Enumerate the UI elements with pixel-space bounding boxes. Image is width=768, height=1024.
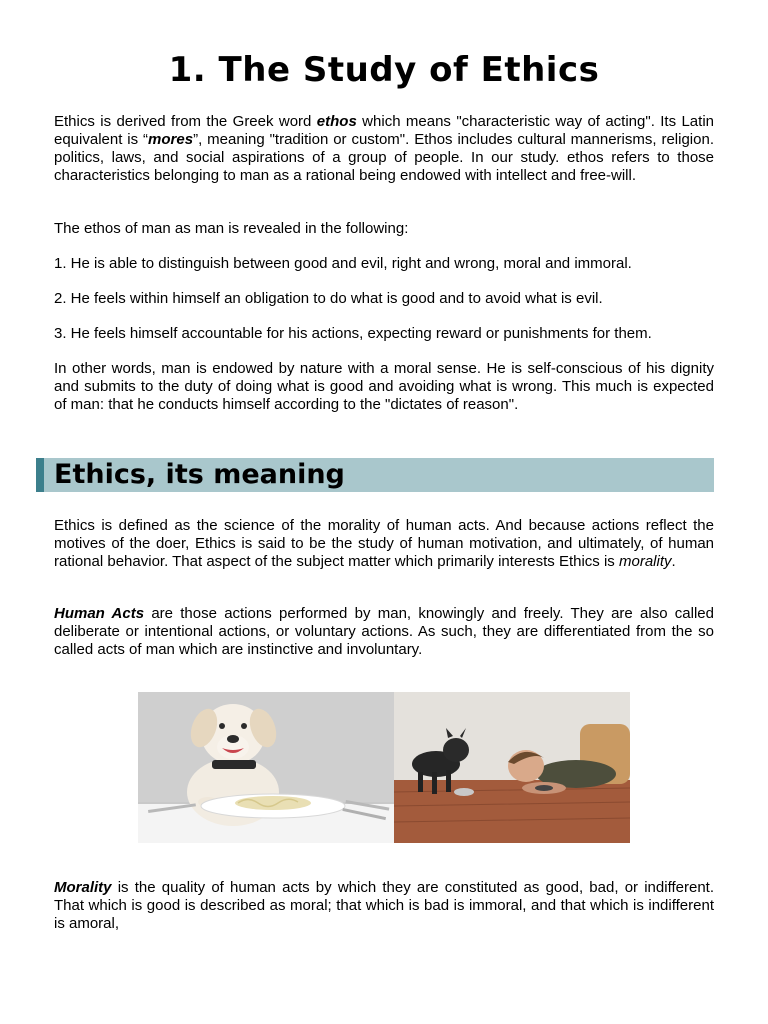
term-morality: morality: [618, 553, 672, 570]
human-acts-paragraph: Human Acts are those actions performed by man, knowingly and freely. They are also called deliberate or intentional actions, or voluntary actions. As such, they are differentiated from the so called acts of man which are instinctive and involuntary.: [54, 605, 714, 658]
meaning-paragraph-1: Ethics is defined as the science of the morality of human acts. And because actions reflect the motives of the doer, Ethics is said to be the study of human motivation, and ultimately, of human rational behavior. That aspect of the subject matter which primarily interests Ethics is morality.: [54, 517, 714, 570]
term-human-acts: Human Acts: [54, 605, 145, 622]
term-morality-bold: Morality: [54, 879, 112, 896]
ethos-list-item-2: 2. He feels within himself an obligation to do what is good and to avoid what is evil.: [54, 290, 603, 307]
page-title: 1. The Study of Ethics: [168, 50, 600, 90]
term-mores: mores: [148, 131, 194, 148]
man-and-dog-floor-photo: [394, 692, 630, 843]
dog-dining-photo: [138, 692, 394, 843]
section-heading-accent: [36, 458, 44, 492]
intro-paragraph-2: The ethos of man as man is revealed in the following:: [54, 220, 409, 237]
section-heading-bar: [36, 458, 714, 492]
term-ethos: ethos: [316, 113, 357, 130]
intro-paragraph-3: In other words, man is endowed by nature with a moral sense. He is self-conscious of his dignity and submits to the duty of doing what is good and avoiding what is wrong. This much is expected of man: that he conducts himself according to the "dictates of reason".: [54, 360, 714, 413]
dog-dining-illustration: [138, 692, 394, 843]
ethos-list-item-1: 1. He is able to distinguish between good and evil, right and wrong, moral and immoral.: [54, 255, 632, 272]
section-heading: Ethics, its meaning: [54, 459, 345, 490]
morality-paragraph: Morality is the quality of human acts by which they are constituted as good, bad, or indifferent. That which is good is described as moral; that which is bad is immoral, and that which is indifferent is amoral,: [54, 879, 714, 932]
intro-paragraph-1: Ethics is derived from the Greek word ethos which means "characteristic way of acting". Its Latin equivalent is “mores”, meaning "tradition or custom". Ethos includes cultural mannerisms, religion. politics, laws, and social aspirations of a group of people. In our study. ethos refers to those characteristics belonging to man as a rational being endowed with intellect and free-will.: [54, 113, 714, 184]
man-and-dog-illustration: [394, 692, 630, 843]
ethos-list-item-3: 3. He feels himself accountable for his actions, expecting reward or punishments for them.: [54, 325, 652, 342]
